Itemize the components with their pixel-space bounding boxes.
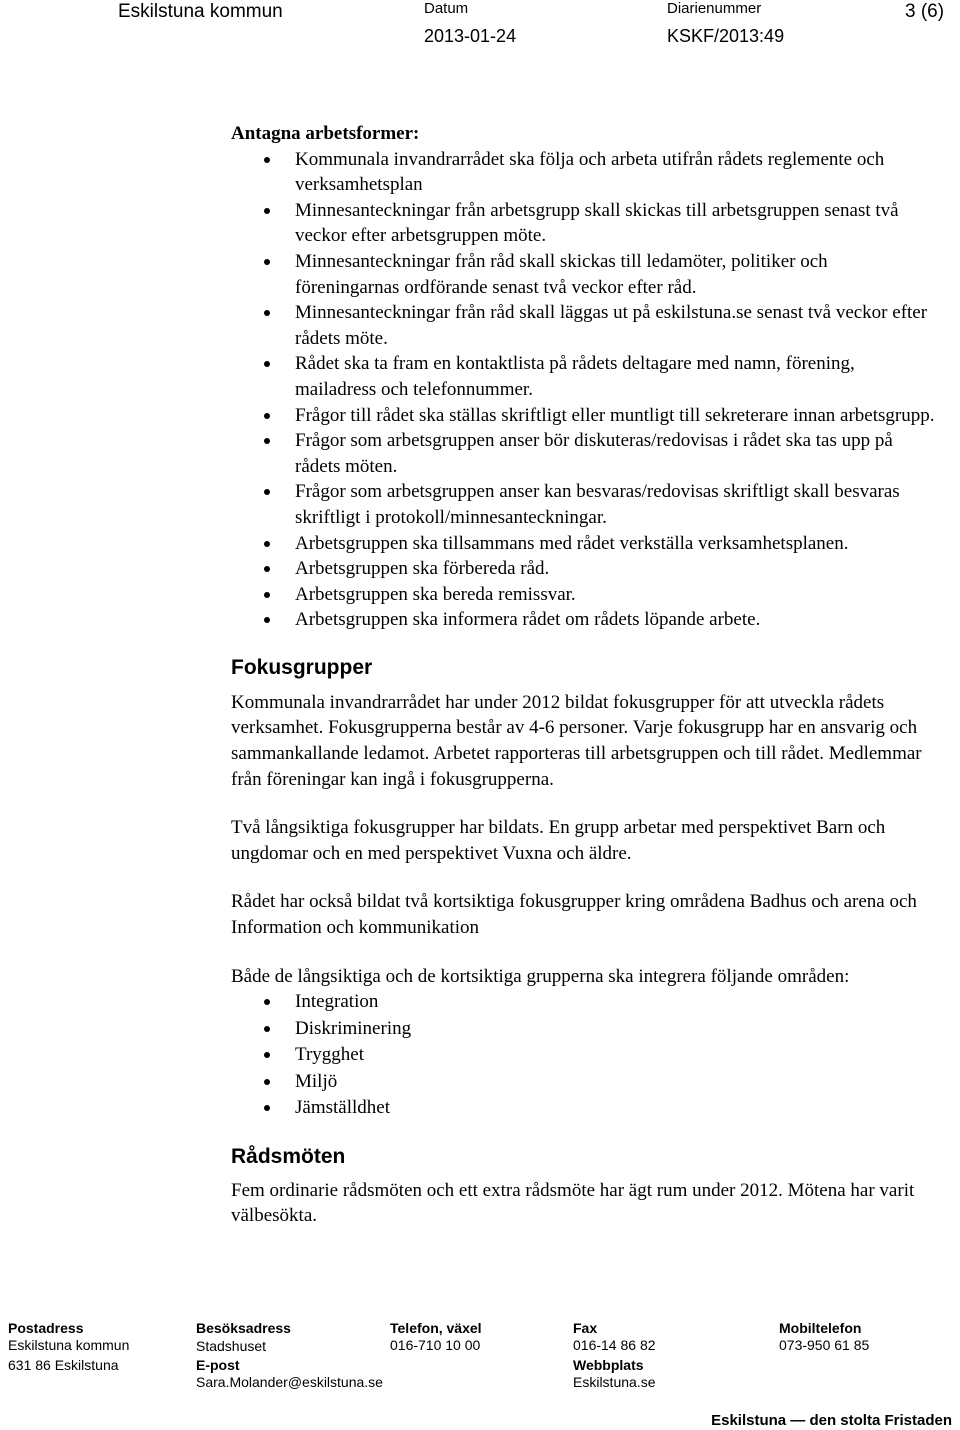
- fokusgrupper-heading: Fokusgrupper: [231, 655, 373, 679]
- footer-besoksadress-label: Besöksadress: [196, 1320, 291, 1336]
- fokusgrupper-paragraph-3: Rådet har också bildat två kortsiktiga fokusgrupper kring områdena Badhus och arena och Information och kommunikation: [231, 891, 917, 939]
- list-item: Minnesanteckningar från arbetsgrupp skall skickas till arbetsgruppen senast två veckor efter arbetsgruppen möte.: [231, 198, 936, 249]
- list-item: Frågor som arbetsgruppen anser bör diskuteras/redovisas i rådet ska tas upp på rådets möten.: [231, 428, 936, 479]
- footer-postadress-line2: 631 86 Eskilstuna: [8, 1357, 119, 1373]
- footer-mobil: 073-950 61 85: [779, 1337, 870, 1353]
- list-item: Arbetsgruppen ska förbereda råd.: [231, 556, 936, 582]
- footer-besoksadress: Stadshuset: [196, 1338, 267, 1354]
- list-item: Arbetsgruppen ska informera rådet om rådets löpande arbete.: [231, 607, 936, 633]
- footer-mobil-label: Mobiltelefon: [779, 1320, 862, 1336]
- list-item: Rådet ska ta fram en kontaktlista på rådets deltagare med namn, förening, mailadress och telefonnummer.: [231, 351, 936, 402]
- header-page-number: 3 (6): [905, 1, 945, 22]
- fokusgrupper-paragraph-1: Kommunala invandrarrådet har under 2012 bildat fokusgrupper för att utveckla rådets verksamhet. Fokusgrupperna består av 4-6 personer. Varje fokusgrupp har en ansvarig och sammankallande ledamot. Arbetet rapporteras till arbetsgruppen och till rådet. Medlemmar från föreningar kan ingå i fokusgrupperna.: [231, 691, 922, 790]
- document-body: [231, 121, 936, 1229]
- footer-epost-label: E-post: [196, 1357, 240, 1373]
- footer-slogan: Eskilstuna — den stolta Fristaden: [711, 1412, 952, 1429]
- list-item: Trygghet: [231, 1042, 936, 1069]
- list-item: Frågor till rådet ska ställas skriftligt eller muntligt till sekreterare innan arbetsgrupp.: [231, 403, 936, 429]
- list-item: Miljö: [231, 1069, 936, 1096]
- header-organization: Eskilstuna kommun: [118, 1, 283, 22]
- radsmoten-heading: Rådsmöten: [231, 1144, 346, 1168]
- list-item: Integration: [231, 989, 936, 1016]
- header-diarienummer-label: Diarienummer: [667, 0, 762, 17]
- footer-webbplats[interactable]: Eskilstuna.se: [573, 1374, 656, 1390]
- list-item: Jämställdhet: [231, 1095, 936, 1122]
- fokusgrupper-paragraph-2: Två långsiktiga fokusgrupper har bildats. En grupp arbetar med perspektivet Barn och ungdomar och en med perspektivet Vuxna och äldre.: [231, 817, 886, 864]
- footer-fax: 016-14 86 82: [573, 1337, 656, 1353]
- list-item: Minnesanteckningar från råd skall läggas ut på eskilstuna.se senast två veckor efter rådets möte.: [231, 300, 936, 351]
- fokusgrupper-paragraph-4: Både de långsiktiga och de kortsiktiga grupperna ska integrera följande områden:: [231, 965, 850, 987]
- list-item: Minnesanteckningar från råd skall skickas till ledamöter, politiker och föreningarnas ordförande senast två veckor efter råd.: [231, 249, 936, 300]
- footer-postadress-line1: Eskilstuna kommun: [8, 1337, 130, 1353]
- list-item: Arbetsgruppen ska tillsammans med rådet verkställa verksamhetsplanen.: [231, 531, 936, 557]
- radsmoten-paragraph: Fem ordinarie rådsmöten och ett extra rådsmöte har ägt rum under 2012. Mötena har varit välbesökta.: [231, 1179, 915, 1227]
- header-date-label: Datum: [424, 0, 469, 17]
- fokusgrupper-areas-list: [231, 989, 936, 1122]
- header-date: 2013-01-24: [424, 26, 517, 46]
- list-item: Arbetsgruppen ska bereda remissvar.: [231, 582, 936, 608]
- footer-telefon: 016-710 10 00: [390, 1337, 481, 1353]
- footer-postadress-label: Postadress: [8, 1320, 84, 1336]
- list-item: Diskriminering: [231, 1016, 936, 1043]
- footer-epost[interactable]: Sara.Molander@eskilstuna.se: [196, 1374, 383, 1390]
- header-diarienummer: KSKF/2013:49: [667, 26, 785, 46]
- list-item: Frågor som arbetsgruppen anser kan besvaras/redovisas skriftligt skall besvaras skriftligt i protokoll/minnesanteckningar.: [231, 479, 936, 530]
- arbetsformer-list: [231, 147, 936, 633]
- list-item: Kommunala invandrarrådet ska följa och arbeta utifrån rådets reglemente och verksamhetsplan: [231, 147, 936, 198]
- footer-webbplats-label: Webbplats: [573, 1357, 644, 1373]
- arbetsformer-heading: Antagna arbetsformer:: [231, 123, 420, 144]
- footer-telefon-label: Telefon, växel: [390, 1320, 482, 1336]
- footer-fax-label: Fax: [573, 1320, 598, 1336]
